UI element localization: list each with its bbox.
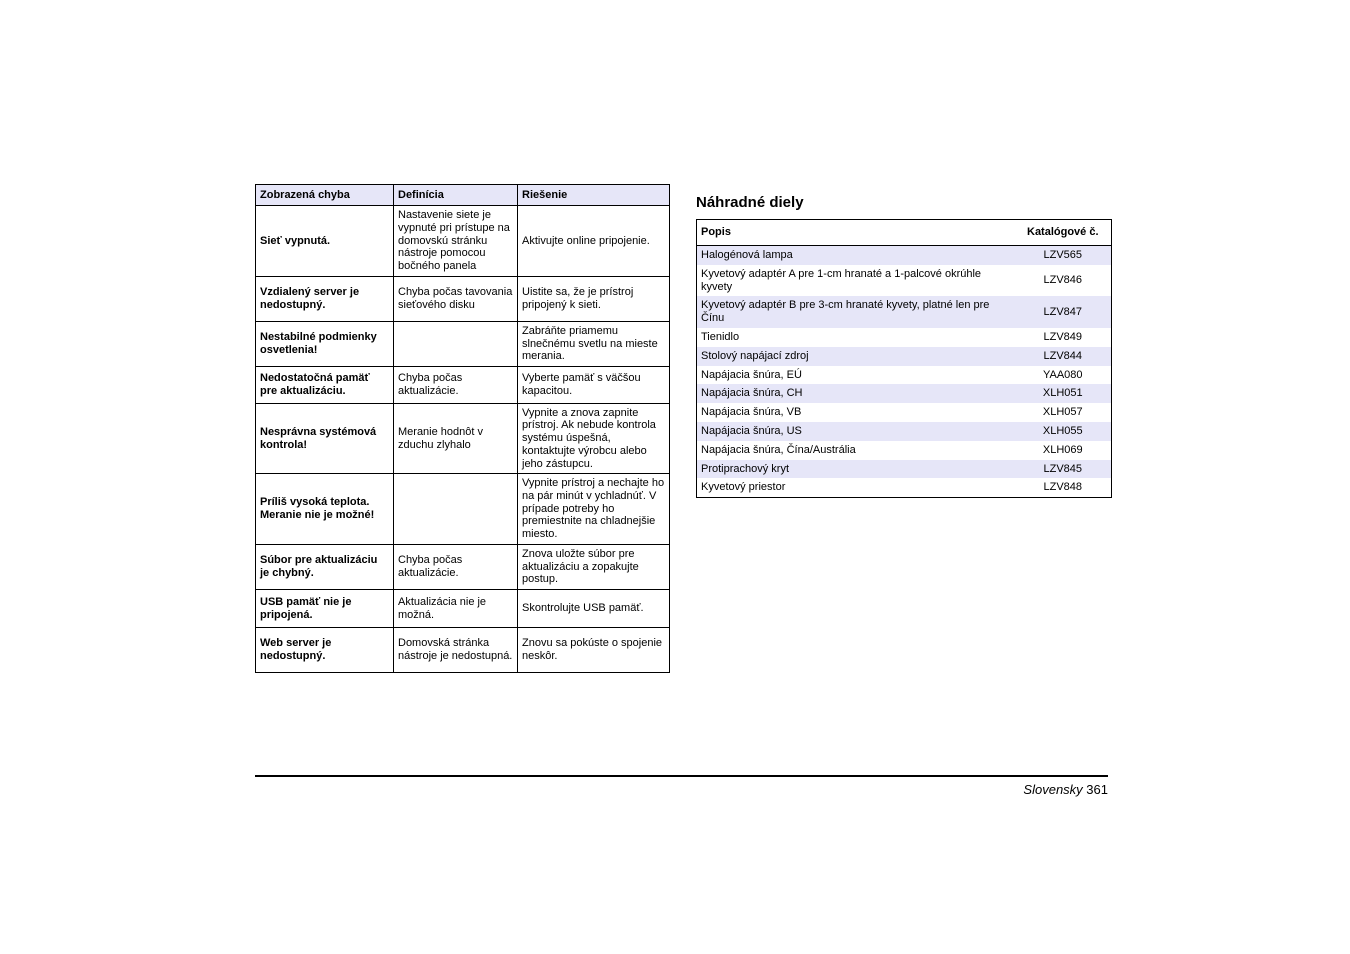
part-catalog-number: LZV565 (1015, 246, 1111, 265)
table-row (697, 403, 1111, 422)
table-row (697, 265, 1111, 297)
error-cell: USB pamäť nie je pripojená. (256, 590, 394, 628)
parts-table (697, 220, 1111, 497)
table-row (697, 296, 1111, 328)
definition-cell (394, 474, 518, 545)
part-description: Stolový napájací zdroj (697, 347, 1015, 366)
part-description: Kyvetový priestor (701, 481, 786, 494)
parts-table-header-row (697, 220, 1111, 246)
footer-language: Slovensky (1023, 782, 1083, 797)
table-row (697, 422, 1111, 441)
header-displayed-error: Zobrazená chyba (256, 185, 394, 206)
error-cell: Nesprávna systémová kontrola! (256, 404, 394, 474)
solution-cell: Aktivujte online pripojenie. (518, 206, 670, 277)
part-catalog-number: LZV849 (1043, 330, 1083, 343)
table-row (256, 277, 670, 322)
part-catalog-number: XLH051 (1015, 384, 1111, 403)
part-catalog-number: LZV844 (1015, 347, 1111, 366)
part-description: Protiprachový kryt (697, 460, 1015, 479)
table-row (256, 628, 670, 673)
table-row (256, 590, 670, 628)
part-catalog-number: LZV847 (1015, 296, 1111, 328)
part-description: Halogénová lampa (697, 246, 1015, 265)
part-catalog-number: LZV846 (1043, 274, 1083, 287)
table-row (697, 347, 1111, 366)
definition-cell: Chyba počas tavovania sieťového disku (394, 277, 518, 322)
part-description: Napájacia šnúra, CH (697, 384, 1015, 403)
error-cell: Nestabilné podmienky osvetlenia! (256, 322, 394, 367)
table-row (256, 474, 670, 545)
table-row (697, 366, 1111, 385)
part-catalog-number: YAA080 (1042, 368, 1083, 381)
solution-cell: Zabráňte priamemu slnečnému svetlu na mieste merania. (518, 322, 670, 367)
solution-cell: Uistite sa, že je prístroj pripojený k sieti. (518, 277, 670, 322)
solution-cell: Znova uložte súbor pre aktualizáciu a zopakujte postup. (518, 545, 670, 590)
part-catalog-number: XLH055 (1015, 422, 1111, 441)
error-table (255, 184, 670, 673)
error-cell: Vzdialený server je nedostupný. (256, 277, 394, 322)
table-row (697, 384, 1111, 403)
definition-cell: Domovská stránka nástroje je nedostupná. (394, 628, 518, 673)
part-description: Napájacia šnúra, US (697, 422, 1015, 441)
part-description: Napájacia šnúra, EÚ (701, 368, 802, 381)
part-description: Napájacia šnúra, Čína/Austrália (701, 443, 856, 456)
error-cell: Web server je nedostupný. (256, 628, 394, 673)
table-row (697, 441, 1111, 460)
solution-cell: Vyberte pamäť s väčšou kapacitou. (518, 367, 670, 404)
header-definition: Definícia (394, 185, 518, 206)
part-description: Napájacia šnúra, VB (701, 406, 802, 419)
error-cell: Príliš vysoká teplota. Meranie nie je možné! (256, 474, 394, 545)
table-row (697, 328, 1111, 347)
table-row (256, 404, 670, 474)
error-cell: Sieť vypnutá. (256, 206, 394, 277)
definition-cell: Nastavenie siete je vypnuté pri prístupe na domovskú stránku nástroje pomocou bočného panela (394, 206, 518, 277)
header-catalog-number: Katalógové č. (1015, 220, 1111, 246)
parts-table-frame (696, 219, 1112, 498)
table-row (256, 322, 670, 367)
table-row (256, 545, 670, 590)
page-footer (1023, 782, 1108, 798)
table-row (697, 478, 1111, 497)
definition-cell (394, 322, 518, 367)
error-table-header-row (256, 185, 670, 206)
section-title: Náhradné diely (696, 194, 804, 211)
part-catalog-number: XLH069 (1042, 443, 1083, 456)
definition-cell: Meranie hodnôt v zduchu zlyhalo (394, 404, 518, 474)
header-description: Popis (697, 220, 1015, 246)
solution-cell: Vypnite prístroj a nechajte ho na pár minút v ychladnúť. V prípade potreby ho premiestnite na chladnejšie miesto. (518, 474, 670, 545)
solution-cell: Skontrolujte USB pamäť. (518, 590, 670, 628)
page-number: 361 (1086, 782, 1108, 797)
definition-cell: Chyba počas aktualizácie. (394, 367, 518, 404)
table-row (256, 367, 670, 404)
definition-cell: Aktualizácia nie je možná. (394, 590, 518, 628)
part-description: Tienidlo (701, 330, 740, 343)
part-catalog-number: LZV845 (1015, 460, 1111, 479)
part-description: Kyvetový adaptér A pre 1-cm hranaté a 1-palcové okrúhle kyvety (701, 267, 982, 293)
table-row (697, 246, 1111, 265)
table-row (256, 206, 670, 277)
table-row (697, 460, 1111, 479)
solution-cell: Vypnite a znova zapnite prístroj. Ak nebude kontrola systému úspešná, kontaktujte výrobcu alebo jeho zástupcu. (518, 404, 670, 474)
part-description: Kyvetový adaptér B pre 3-cm hranaté kyvety, platné len pre Čínu (697, 296, 1015, 328)
error-cell: Súbor pre aktualizáciu je chybný. (256, 545, 394, 590)
part-catalog-number: LZV848 (1043, 481, 1083, 494)
error-cell: Nedostatočná pamäť pre aktualizáciu. (256, 367, 394, 404)
definition-cell: Chyba počas aktualizácie. (394, 545, 518, 590)
solution-cell: Znovu sa pokúste o spojenie neskôr. (518, 628, 670, 673)
footer-divider (255, 775, 1108, 777)
header-solution: Riešenie (518, 185, 670, 206)
part-catalog-number: XLH057 (1042, 406, 1083, 419)
